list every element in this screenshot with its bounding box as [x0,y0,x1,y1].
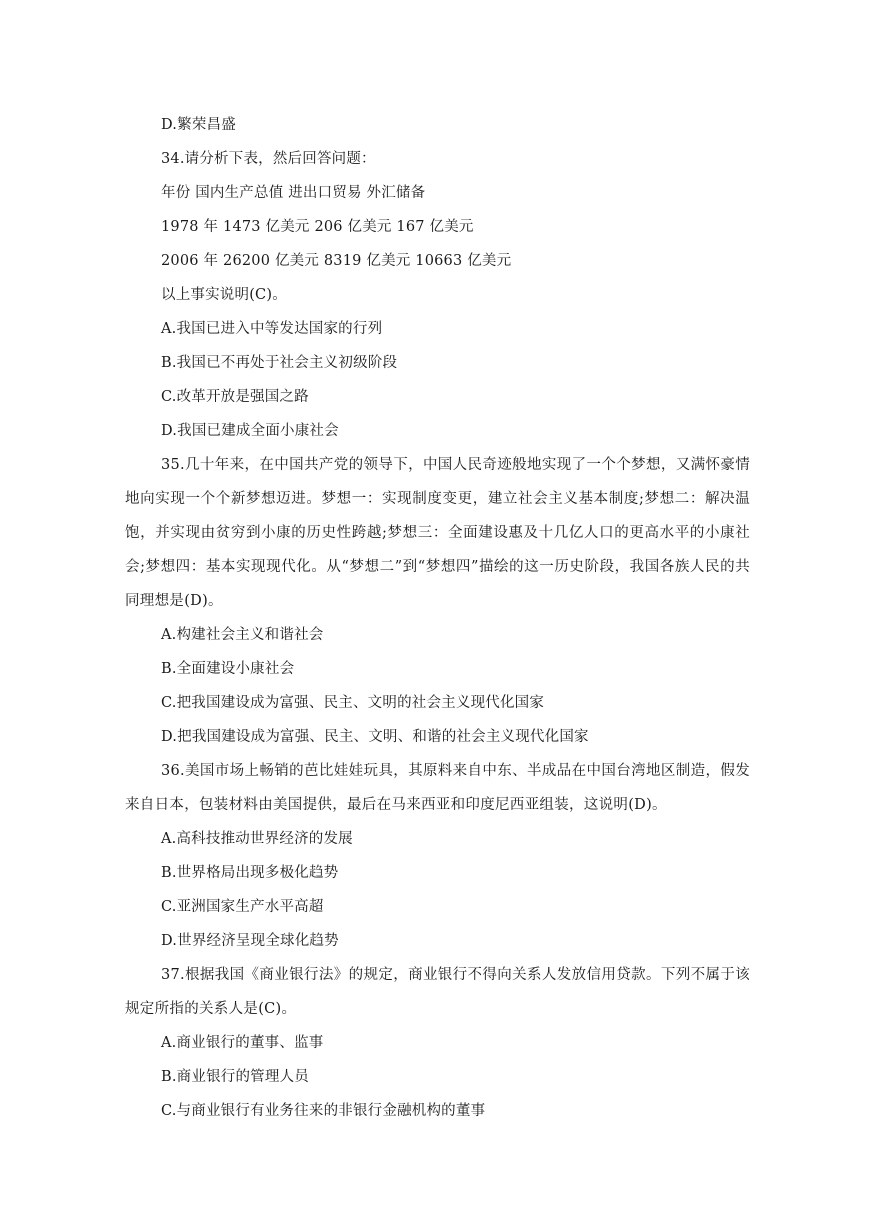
option-line: A.商业银行的董事、监事 [161,1035,324,1051]
option-line: A.我国已进入中等发达国家的行列 [161,321,383,337]
question-stem-line: 以上事实说明(C)。 [161,287,287,303]
question-paragraph: 35.几十年来，在中国共产党的领导下，中国人民奇迹般地实现了一个个梦想，又满怀豪情地向实现一个个新梦想迈进。梦想一：实现制度变更，建立社会主义基本制度;梦想二：解决温饱，并实现由贫穷到小康的历史性跨越;梦想三：全面建设惠及十几亿人口的更高水平的小康社会;梦想四：基本实现现代化。从“梦想二”到“梦想四”描绘的这一历史阶段，我国各族人民的共同理想是(D)。 [125,457,750,609]
option-line: B.世界格局出现多极化趋势 [161,865,339,881]
table-header-line: 年份 国内生产总值 进出口贸易 外汇储备 [161,185,426,201]
question-line: 34.请分析下表，然后回答问题： [161,151,376,167]
option-line: A.高科技推动世界经济的发展 [161,831,353,847]
table-row-2006: 2006 年 26200 亿美元 8319 亿美元 10663 亿美元 [161,253,512,269]
document-body [125,108,750,1128]
option-line: D.把我国建设成为富强、民主、文明、和谐的社会主义现代化国家 [161,729,589,745]
option-line: B.商业银行的管理人员 [161,1069,309,1085]
table-row-1978: 1978 年 1473 亿美元 206 亿美元 167 亿美元 [161,219,474,235]
option-line: C.把我国建设成为富强、民主、文明的社会主义现代化国家 [161,695,545,711]
option-line: D.我国已建成全面小康社会 [161,423,339,439]
option-line: C.亚洲国家生产水平高超 [161,899,324,915]
option-line: D.世界经济呈现全球化趋势 [161,933,339,949]
option-line: C.改革开放是强国之路 [161,389,309,405]
option-line: C.与商业银行有业务往来的非银行金融机构的董事 [161,1103,486,1119]
question-paragraph: 37.根据我国《商业银行法》的规定，商业银行不得向关系人发放信用贷款。下列不属于该规定所指的关系人是(C)。 [125,967,750,1017]
question-paragraph: 36.美国市场上畅销的芭比娃娃玩具，其原料来自中东、半成品在中国台湾地区制造，假发来自日本，包装材料由美国提供，最后在马来西亚和印度尼西亚组装，这说明(D)。 [125,763,750,813]
option-line: A.构建社会主义和谐社会 [161,627,324,643]
option-line: D.繁荣昌盛 [161,117,236,133]
option-line: B.全面建设小康社会 [161,661,295,677]
option-line: B.我国已不再处于社会主义初级阶段 [161,355,398,371]
